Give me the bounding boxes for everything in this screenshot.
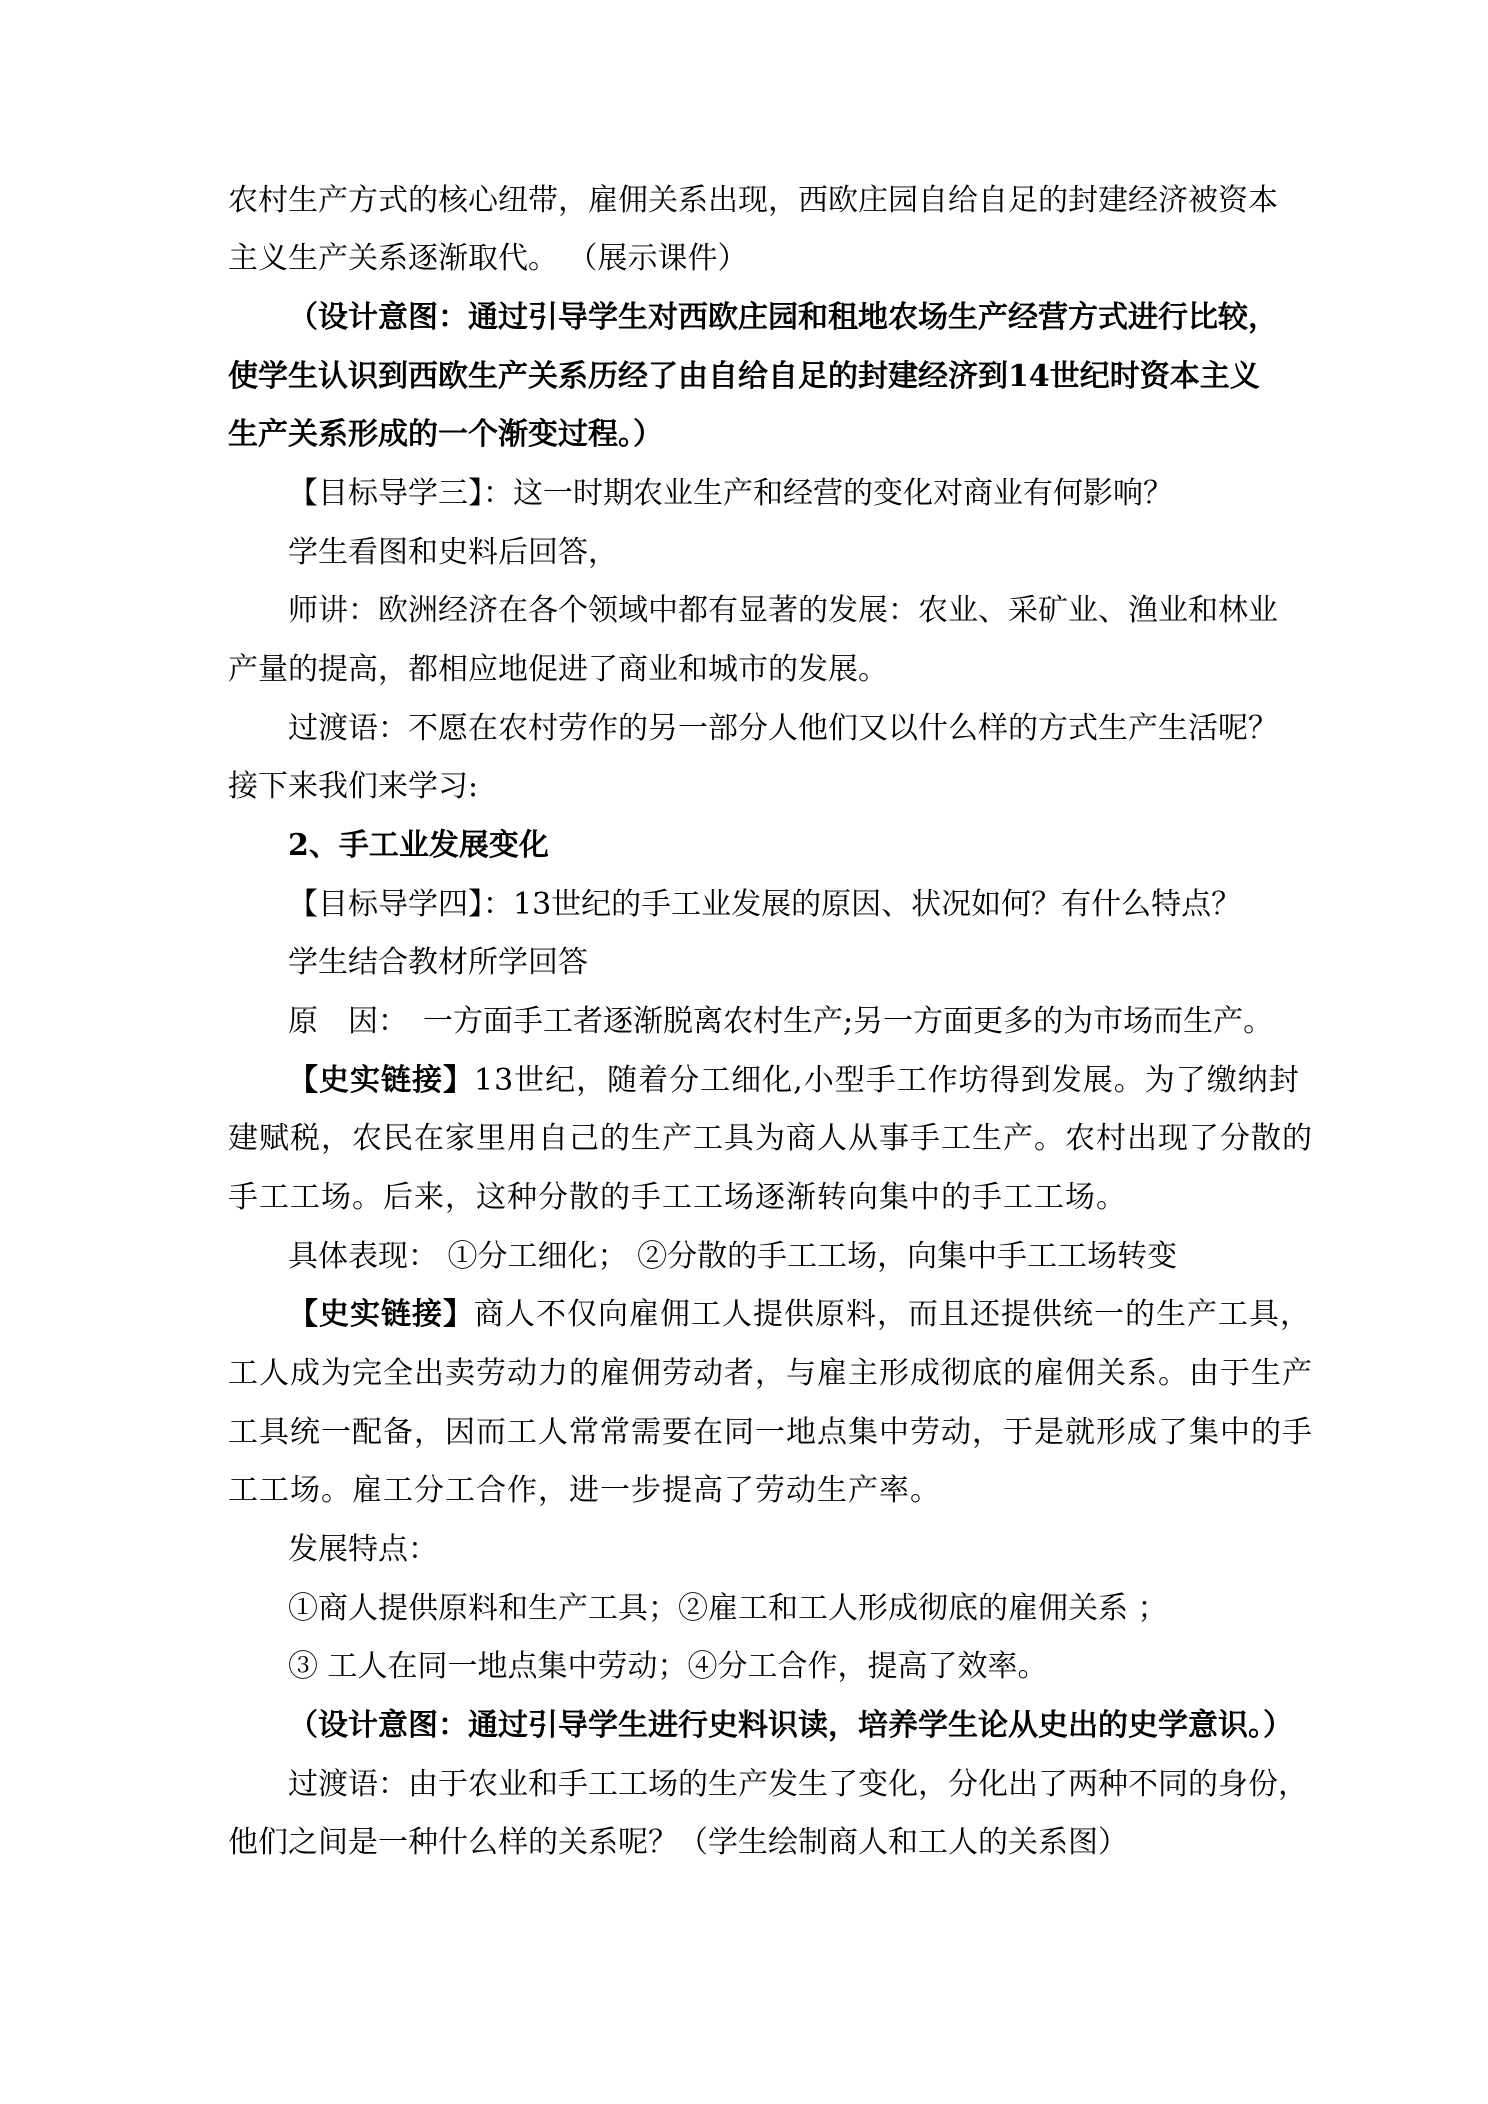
history-link-text: 商人不仅向雇佣工人提供原料，而且还提供统一的生产工具， [474,1297,1311,1332]
design-intent-line: （设计意图：通过引导学生进行史料识读，培养学生论从史出的史学意识。） [288,1708,1293,1743]
history-link-line: 工人成为完全出卖劳动力的雇佣劳动者，与雇主形成彻底的雇佣关系。由于生产 [228,1356,1313,1391]
paragraph-line: 主义生产关系逐渐取代。 （展示课件） [228,241,748,276]
history-link-label: 【史实链接】 [288,1063,474,1098]
history-link-line: 工具统一配备，因而工人常常需要在同一地点集中劳动，于是就形成了集中的手 [228,1415,1313,1450]
paragraph-line: 农村生产方式的核心纽带，雇佣关系出现，西欧庄园自给自足的封建经济被资本 [228,183,1278,218]
history-link-line [288,1061,1300,1101]
design-intent-line: 生产关系形成的一个渐变过程。） [228,417,663,452]
history-link-line: 建赋税，农民在家里用自己的生产工具为商人从事手工生产。农村出现了分散的 [228,1121,1313,1156]
design-intent-line: 使学生认识到西欧生产关系历经了由自给自足的封建经济到14世纪时资本主义 [228,359,1260,394]
paragraph-line: 发展特点： [288,1532,438,1567]
goal-heading: 【目标导学三】：这一时期农业生产和经营的变化对商业有何影响？ [288,476,1173,511]
design-intent-line: （设计意图：通过引导学生对西欧庄园和租地农场生产经营方式进行比较， [288,300,1278,335]
paragraph-line: ①商人提供原料和生产工具；②雇工和工人形成彻底的雇佣关系 ； [288,1591,1168,1626]
paragraph-line: 原 因： 一方面手工者逐渐脱离农村生产;另一方面更多的为市场而生产。 [288,1004,1274,1039]
paragraph-line: ③ 工人在同一地点集中劳动；④分工合作，提高了效率。 [288,1649,1048,1684]
paragraph-line: 具体表现： ①分工细化； ②分散的手工工场，向集中手工工场转变 [288,1239,1178,1274]
goal-heading: 【目标导学四】：13世纪的手工业发展的原因、状况如何？有什么特点？ [288,887,1242,922]
paragraph-line: 过渡语：由于农业和手工工场的生产发生了变化，分化出了两种不同的身份， [288,1767,1308,1802]
paragraph-line: 接下来我们来学习: [228,769,479,804]
paragraph-line: 过渡语：不愿在农村劳作的另一部分人他们又以什么样的方式生产生活呢？ [288,711,1278,746]
history-link-line [288,1295,1311,1335]
history-link-line: 手工工场。后来，这种分散的手工工场逐渐转向集中的手工工场。 [228,1180,1127,1215]
history-link-label: 【史实链接】 [288,1297,474,1332]
paragraph-line: 师讲：欧洲经济在各个领域中都有显著的发展：农业、采矿业、渔业和林业 [288,593,1278,628]
paragraph-line: 产量的提高，都相应地促进了商业和城市的发展。 [228,652,888,687]
history-link-text: 13世纪，随着分工细化,小型手工作坊得到发展。为了缴纳封 [474,1063,1300,1098]
history-link-line: 工工场。雇工分工合作，进一步提高了劳动生产率。 [228,1473,941,1508]
paragraph-line: 他们之间是一种什么样的关系呢？（学生绘制商人和工人的关系图） [228,1825,1128,1860]
section-heading: 2、手工业发展变化 [288,828,549,863]
paragraph-line: 学生结合教材所学回答 [288,945,588,980]
paragraph-line: 学生看图和史料后回答， [288,535,618,570]
